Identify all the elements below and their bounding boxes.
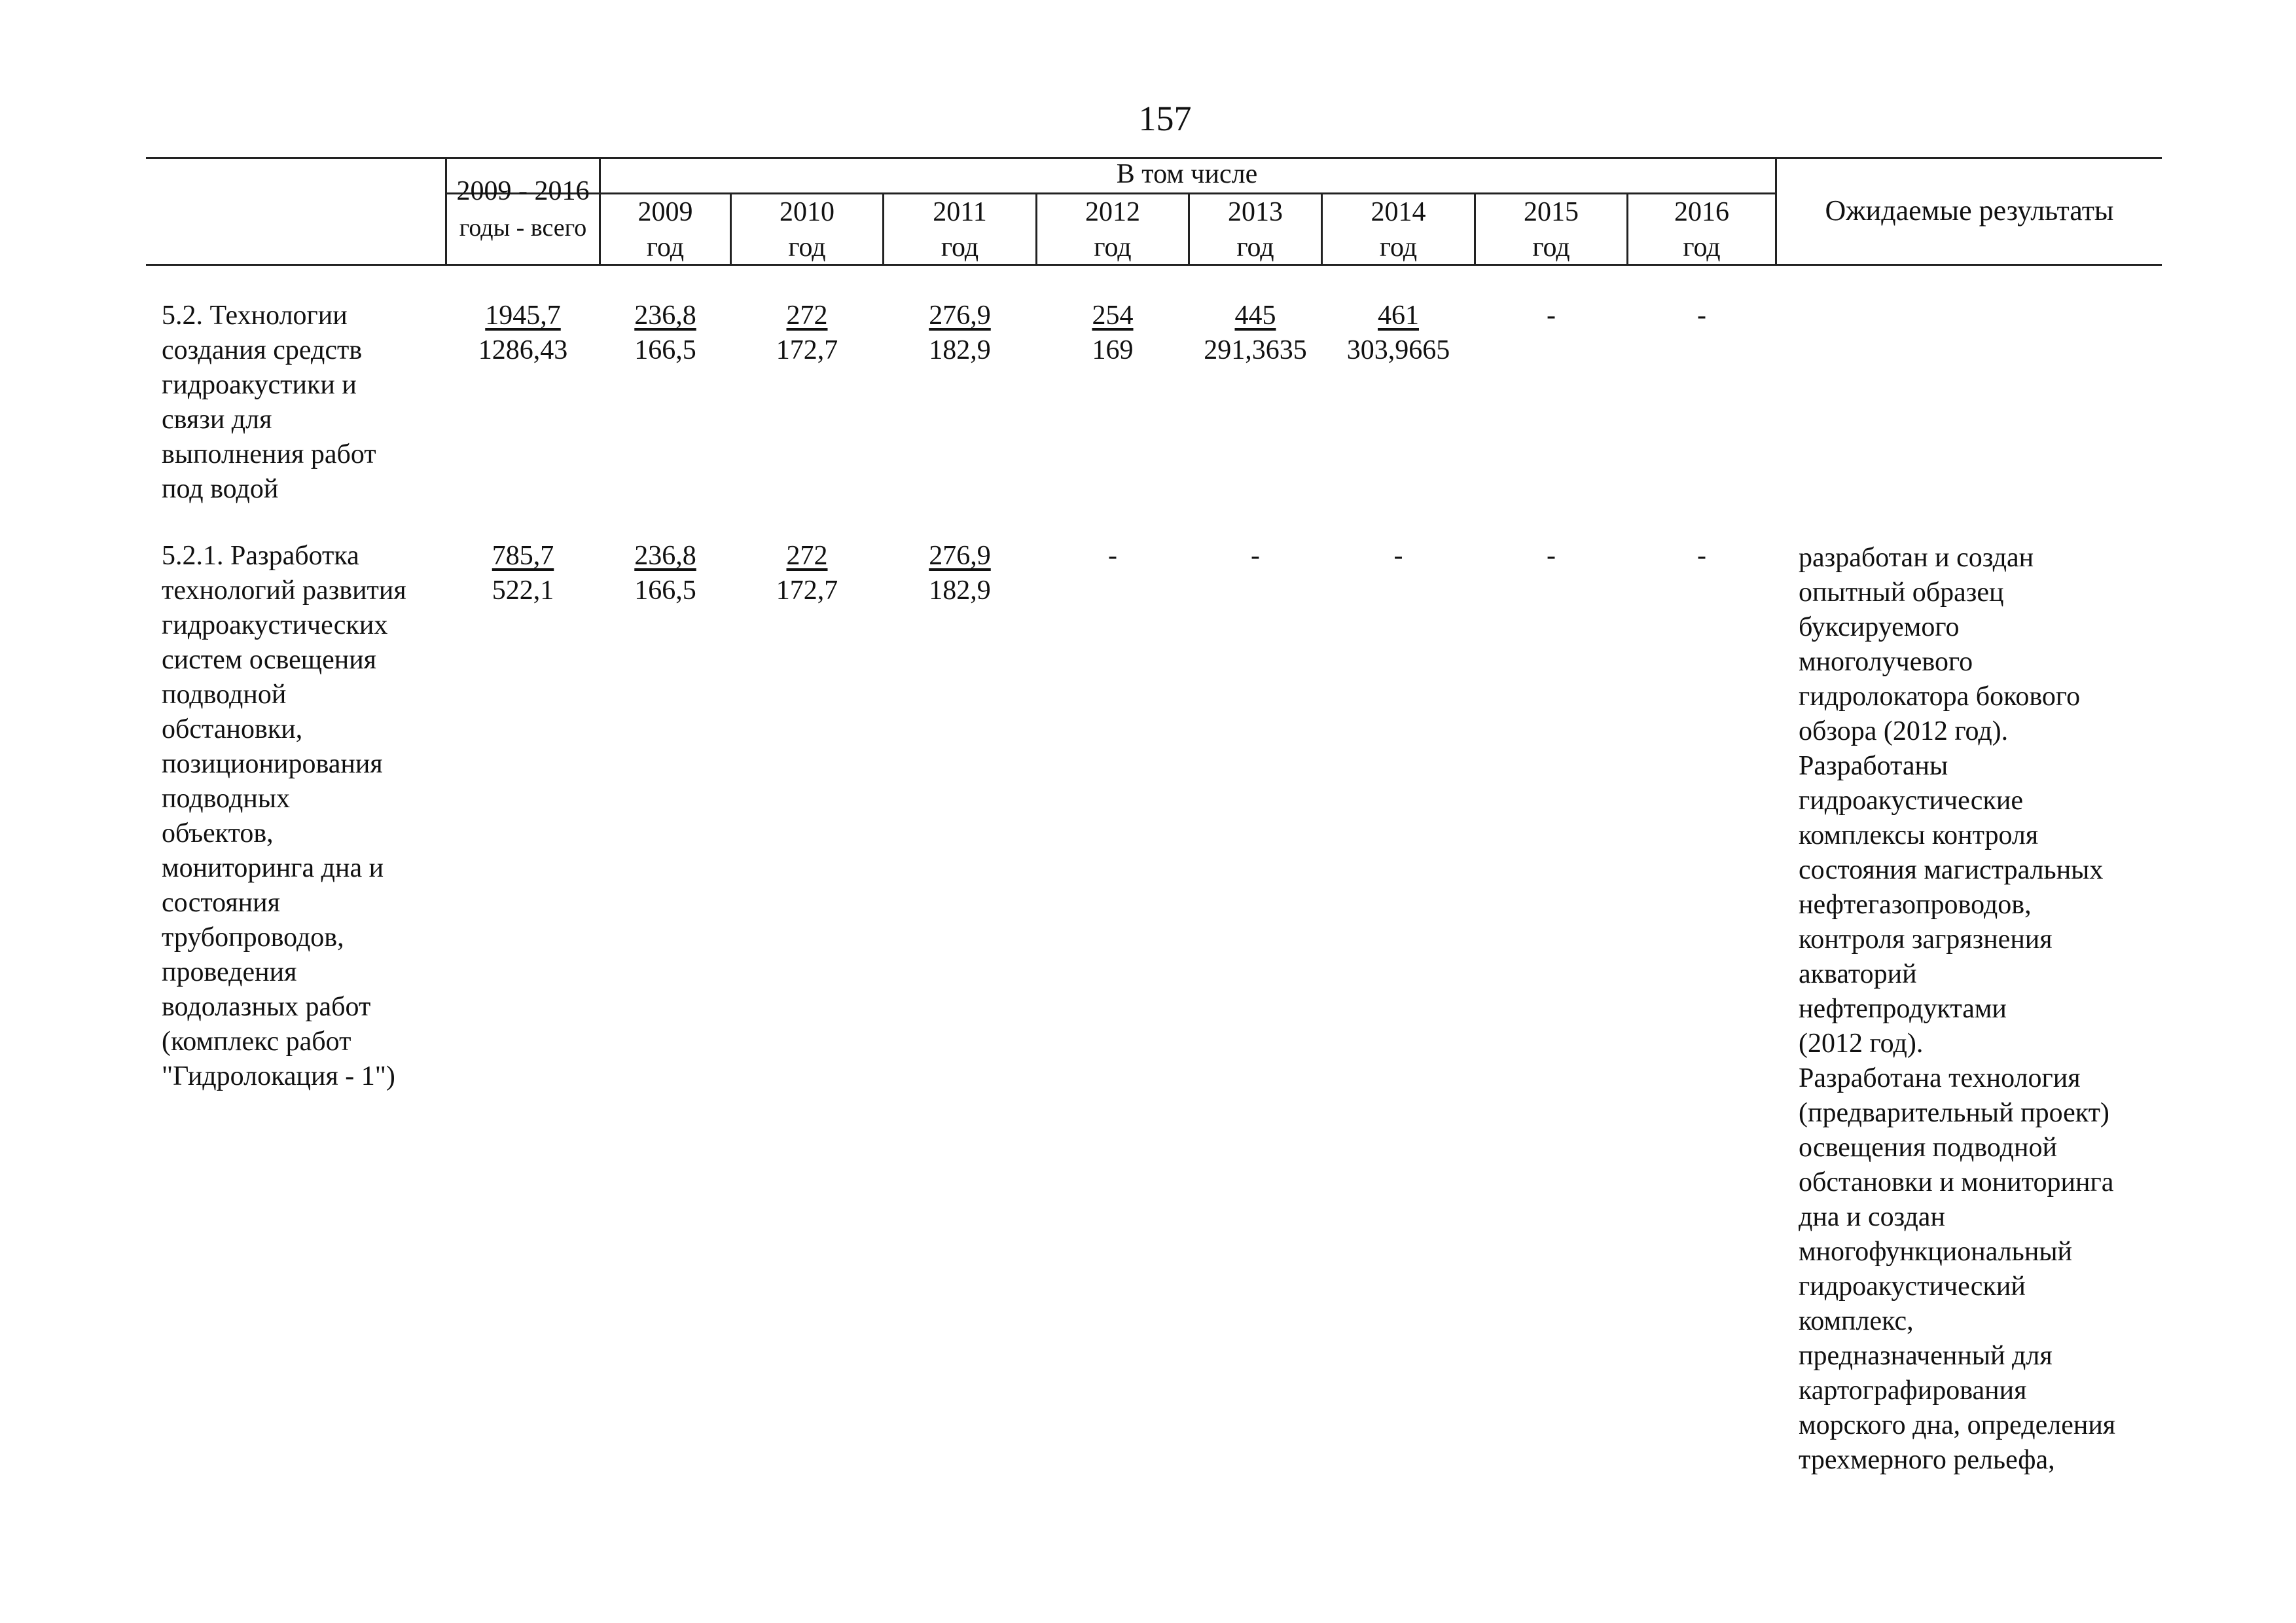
year-cell-2012 [1037, 539, 1188, 574]
row-total [447, 299, 599, 368]
row-name: 5.2. Технологии создания средств гидроакустики и связи для выполнения работ под водой [162, 301, 376, 504]
page-number: 157 [1138, 99, 1192, 138]
header-year-suffix: год [646, 232, 685, 263]
row-total [447, 539, 599, 608]
year-cell-2012 [1037, 299, 1188, 368]
year-value: - [1108, 541, 1117, 571]
year-value: - [1393, 541, 1403, 571]
total-value: 1945,7 [485, 301, 561, 331]
year-subvalue: 166,5 [634, 335, 696, 365]
header-year-suffix: год [1532, 232, 1570, 263]
header-total-line2: годы - всего [459, 214, 587, 242]
header-year-2009: 2009 [637, 197, 693, 227]
header-year-2014: 2014 [1371, 197, 1426, 227]
header-results: Ожидаемые результаты [1825, 194, 2114, 227]
year-cell-2009 [601, 539, 730, 608]
header-year-suffix: год [941, 232, 979, 263]
year-cell-2013 [1190, 299, 1321, 368]
year-value: 276,9 [929, 541, 991, 571]
year-value: 236,8 [634, 301, 696, 331]
year-subvalue: 291,3635 [1204, 335, 1307, 365]
year-cell-2010 [732, 539, 882, 608]
header-year-2011: 2011 [933, 197, 987, 227]
year-subvalue: 303,9665 [1346, 335, 1450, 365]
expected-results-text: разработан и создан опытный образец буксируемого многолучевого гидролокатора бокового обзора (2012 год). Разработаны гидроакустические комплексы контроля состояния магистральных нефтегазопроводов, контроля загрязнения акваторий нефтепродуктами (2012 год). Разработана технология (предварительный проект) освещения подводной обстановки и мониторинга дна и создан многофункциональный гидроакустический комплекс, предназначенный для картографирования морского дна, определения трехмерного рельефа, [1799, 543, 2116, 1475]
year-cell-2011 [884, 539, 1035, 608]
header-including: В том числе [1116, 159, 1258, 189]
year-cell-2013 [1190, 539, 1321, 574]
year-cell-2015 [1476, 539, 1626, 574]
year-cell-2016 [1628, 539, 1775, 574]
year-value: 276,9 [929, 301, 991, 331]
row-name: 5.2.1. Разработка технологий развития гидроакустических систем освещения подводной обстановки, позиционирования подводных объектов, мониторинга дна и состояния трубопроводов, проведения водолазных работ (комплекс работ "Гидролокация - 1") [162, 541, 406, 1091]
year-cell-2015 [1476, 299, 1626, 333]
year-cell-2014 [1323, 299, 1474, 368]
year-value: 445 [1234, 301, 1276, 331]
year-value: 272 [786, 301, 828, 331]
year-cell-2016 [1628, 299, 1775, 333]
year-cell-2010 [732, 299, 882, 368]
header-year-2016: 2016 [1674, 197, 1729, 227]
including-rule [599, 192, 1775, 194]
year-value: - [1547, 301, 1556, 331]
year-subvalue: 172,7 [776, 575, 838, 606]
year-subvalue: 182,9 [929, 575, 991, 606]
header-year-suffix: год [1236, 232, 1274, 263]
year-cell-2014 [1323, 539, 1474, 574]
year-value: - [1697, 301, 1706, 331]
header-year-suffix: год [788, 232, 826, 263]
year-cell-2009 [601, 299, 730, 368]
header-year-2013: 2013 [1228, 197, 1283, 227]
year-value: - [1251, 541, 1260, 571]
year-value: - [1547, 541, 1556, 571]
year-subvalue: 172,7 [776, 335, 838, 365]
year-value: - [1697, 541, 1706, 571]
year-value: 272 [786, 541, 828, 571]
header-total-line1: 2009 - 2016 [456, 176, 590, 206]
total-subvalue: 1286,43 [478, 335, 568, 365]
year-subvalue: 182,9 [929, 335, 991, 365]
header-year-2015: 2015 [1524, 197, 1579, 227]
year-subvalue: 169 [1092, 335, 1134, 365]
year-subvalue: 166,5 [634, 575, 696, 606]
header-year-suffix: год [1379, 232, 1418, 263]
header-year-suffix: год [1094, 232, 1132, 263]
total-subvalue: 522,1 [492, 575, 554, 606]
header-year-2012: 2012 [1085, 197, 1140, 227]
year-value: 461 [1378, 301, 1419, 331]
total-value: 785,7 [492, 541, 554, 571]
year-cell-2011 [884, 299, 1035, 368]
year-value: 254 [1092, 301, 1134, 331]
header-year-2010: 2010 [780, 197, 834, 227]
header-year-suffix: год [1683, 232, 1721, 263]
year-value: 236,8 [634, 541, 696, 571]
